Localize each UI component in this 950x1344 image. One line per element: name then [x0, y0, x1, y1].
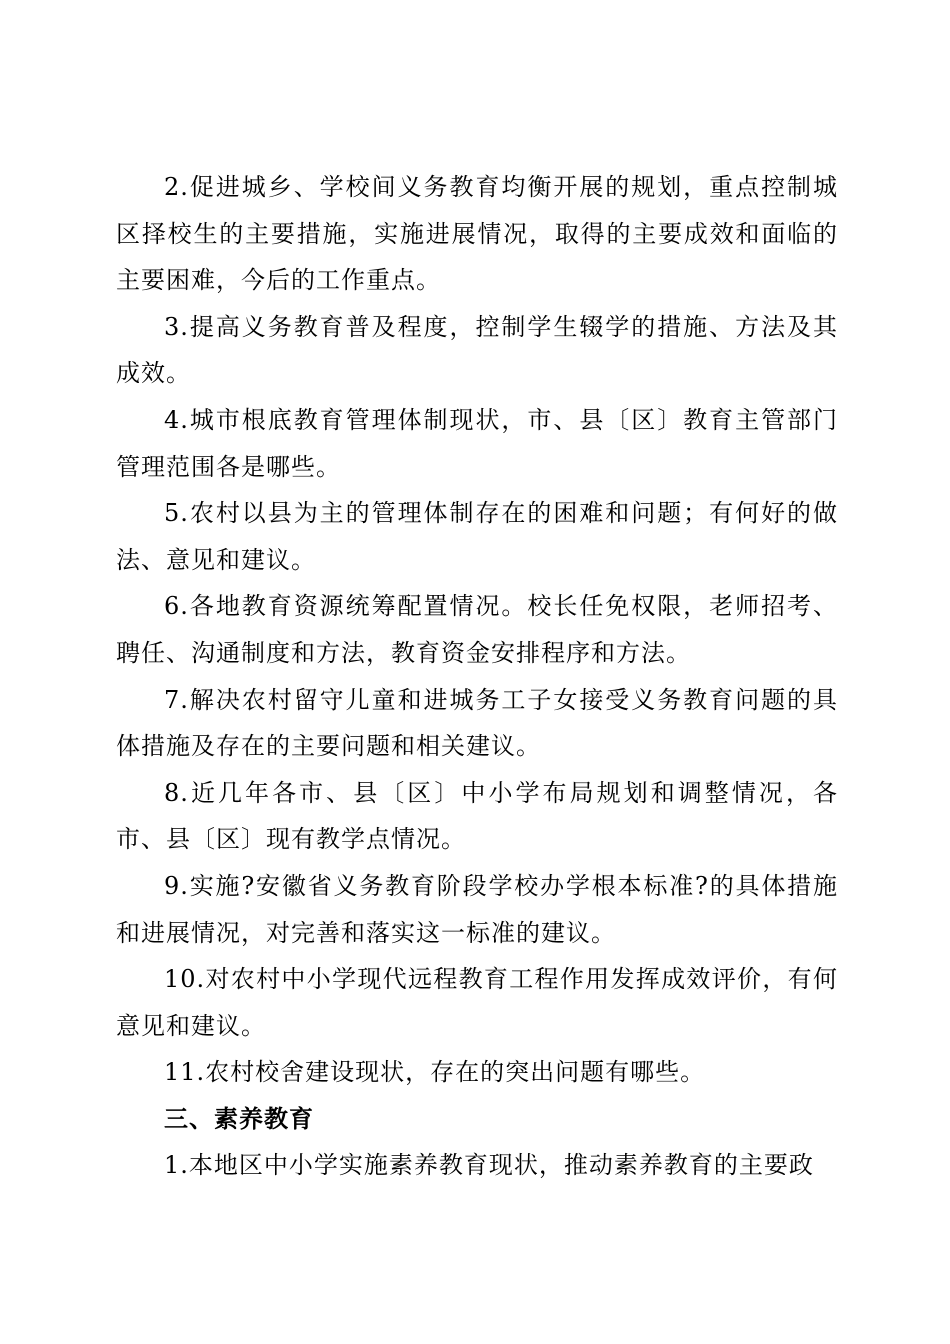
paragraph-7: 7.解决农村留守儿童和进城务工子女接受义务教育问题的具体措施及存在的主要问题和相关建议。 [116, 685, 838, 761]
paragraph-section3-1: 1.本地区中小学实施素养教育现状，推动素养教育的主要政 [164, 1151, 814, 1180]
paragraph-4: 4.城市根底教育管理体制现状，市、县〔区〕教育主管部门管理范围各是哪些。 [116, 405, 838, 481]
document-body [116, 164, 838, 1189]
paragraph-9: 9.实施?安徽省义务教育阶段学校办学根本标准?的具体措施和进展情况，对完善和落实这一标准的建议。 [116, 871, 838, 947]
paragraph-6: 6.各地教育资源统筹配置情况。校长任免权限，老师招考、聘任、沟通制度和方法，教育资金安排程序和方法。 [116, 592, 838, 667]
paragraph-3: 3.提高义务教育普及程度，控制学生辍学的措施、方法及其成效。 [116, 312, 838, 388]
paragraph-8: 8.近几年各市、县〔区〕中小学布局规划和调整情况，各市、县〔区〕现有教学点情况。 [116, 778, 838, 854]
paragraph-10: 10.对农村中小学现代远程教育工程作用发挥成效评价，有何意见和建议。 [116, 965, 838, 1040]
paragraph-11: 11.农村校舍建设现状，存在的突出问题有哪些。 [164, 1058, 706, 1087]
paragraph-5: 5.农村以县为主的管理体制存在的困难和问题；有何好的做法、意见和建议。 [116, 499, 838, 574]
section-heading: 三、素养教育 [164, 1104, 314, 1133]
paragraph-2: 2.促进城乡、学校间义务教育均衡开展的规划，重点控制城区择校生的主要措施，实施进展情况，取得的主要成效和面临的主要困难，今后的工作重点。 [116, 173, 838, 295]
